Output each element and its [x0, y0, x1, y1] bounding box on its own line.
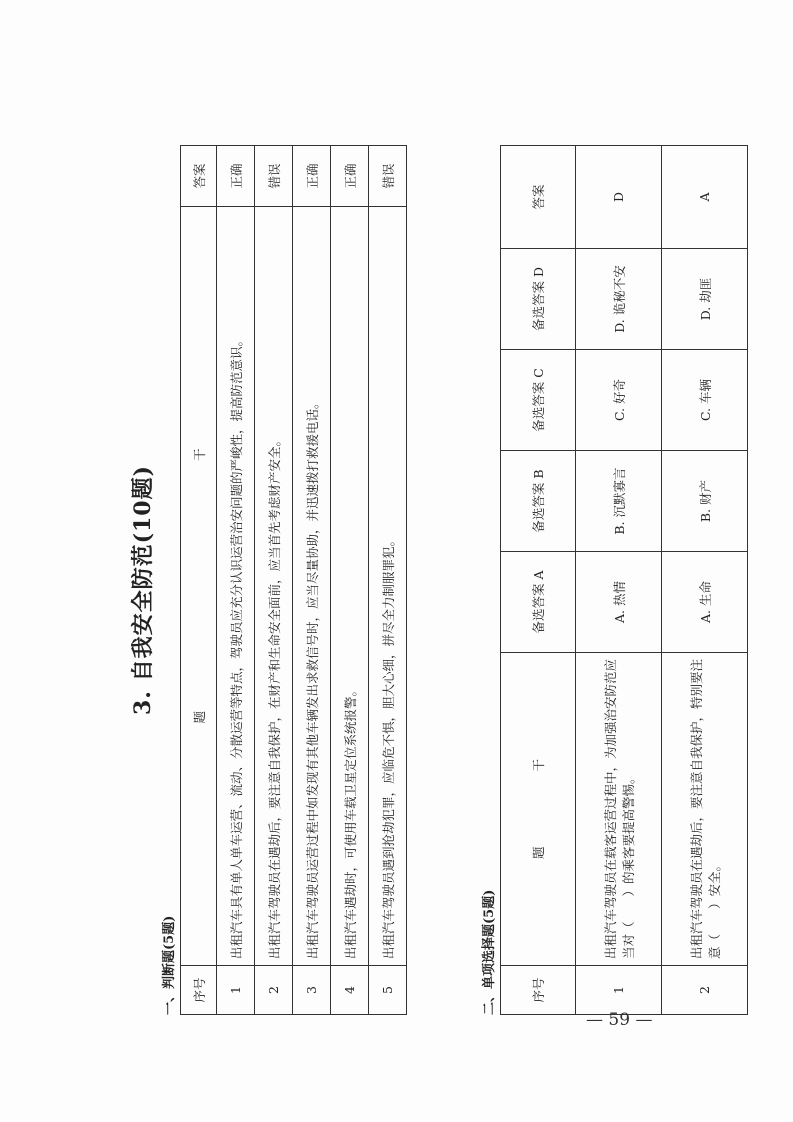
- row-option-d: D. 劫匪: [662, 249, 748, 350]
- row-question: 出租汽车遇劫时，可使用车载卫星定位系统报警。: [331, 207, 369, 966]
- row-answer: A: [662, 146, 748, 249]
- header-option-c: 备选答案 C: [501, 350, 576, 451]
- row-option-c: C. 车辆: [662, 350, 748, 451]
- table-row: [331, 146, 369, 1015]
- header-no: 序号: [181, 966, 217, 1015]
- row-answer: 正确: [331, 146, 369, 207]
- table-row: [255, 146, 293, 1015]
- row-no: 1: [217, 966, 255, 1015]
- table-row: [217, 146, 255, 1015]
- header-option-b: 备选答案 B: [501, 451, 576, 552]
- row-question: 出租汽车驾驶员遇到抢劫犯罪，应临危不惧，胆大心细，拼尽全力制服罪犯。: [369, 207, 407, 966]
- row-option-d: D. 诡秘不安: [576, 249, 662, 350]
- row-option-b: B. 财产: [662, 451, 748, 552]
- table-header-row: [181, 146, 217, 1015]
- row-option-a: A. 生命: [662, 552, 748, 653]
- row-answer: D: [576, 146, 662, 249]
- header-answer: 答案: [181, 146, 217, 207]
- row-answer: 错误: [255, 146, 293, 207]
- table-row: [293, 146, 331, 1015]
- row-answer: 错误: [369, 146, 407, 207]
- row-no: 2: [255, 966, 293, 1015]
- page-number: — 59 —: [586, 1010, 653, 1030]
- row-question: 出租汽车具有单人单车运营、流动、分散运营等特点，驾驶员应充分认识运营治安问题的严峻性，提高防范意识。: [217, 207, 255, 966]
- header-question: 题 干: [181, 207, 217, 966]
- true-false-table: [180, 145, 407, 1015]
- row-option-a: A. 热情: [576, 552, 662, 653]
- row-question: 出租汽车驾驶员在遇劫后，要注意自我保护，在财产和生命安全面前，应当首先考虑财产安全。: [255, 207, 293, 966]
- true-false-heading: 一、判断题(5题): [162, 915, 177, 1015]
- row-no: 1: [576, 966, 662, 1015]
- row-question: 出租汽车驾驶员运营过程中如发现有其他车辆发出求救信号时，应当尽量协助，并迅速拨打救援电话。: [293, 207, 331, 966]
- table-row: [369, 146, 407, 1015]
- header-answer: 答案: [501, 146, 576, 249]
- header-option-a: 备选答案 A: [501, 552, 576, 653]
- table-header-row: [501, 146, 576, 1015]
- row-no: 3: [293, 966, 331, 1015]
- row-option-b: B. 沉默寡言: [576, 451, 662, 552]
- table-row: [662, 146, 748, 1015]
- row-answer: 正确: [217, 146, 255, 207]
- header-no: 序号: [501, 966, 576, 1015]
- row-question: 出租汽车驾驶员在遇劫后，要注意自我保护，特别要注意（ ）安全。: [662, 653, 748, 966]
- header-question: 题 干: [501, 653, 576, 966]
- row-answer: 正确: [293, 146, 331, 207]
- table-row: [576, 146, 662, 1015]
- section-title: 3. 自我安全防范(10题): [130, 464, 156, 716]
- row-option-c: C. 好奇: [576, 350, 662, 451]
- multiple-choice-heading: 二、单项选择题(5题): [482, 889, 497, 1015]
- header-option-d: 备选答案 D: [501, 249, 576, 350]
- multiple-choice-table: [500, 145, 748, 1015]
- row-no: 2: [662, 966, 748, 1015]
- row-no: 5: [369, 966, 407, 1015]
- row-no: 4: [331, 966, 369, 1015]
- rotated-content: [130, 145, 722, 1035]
- row-question: 出租汽车驾驶员在载客运营过程中，为加强治安防范应当对（ ）的乘客要提高警惕。: [576, 653, 662, 966]
